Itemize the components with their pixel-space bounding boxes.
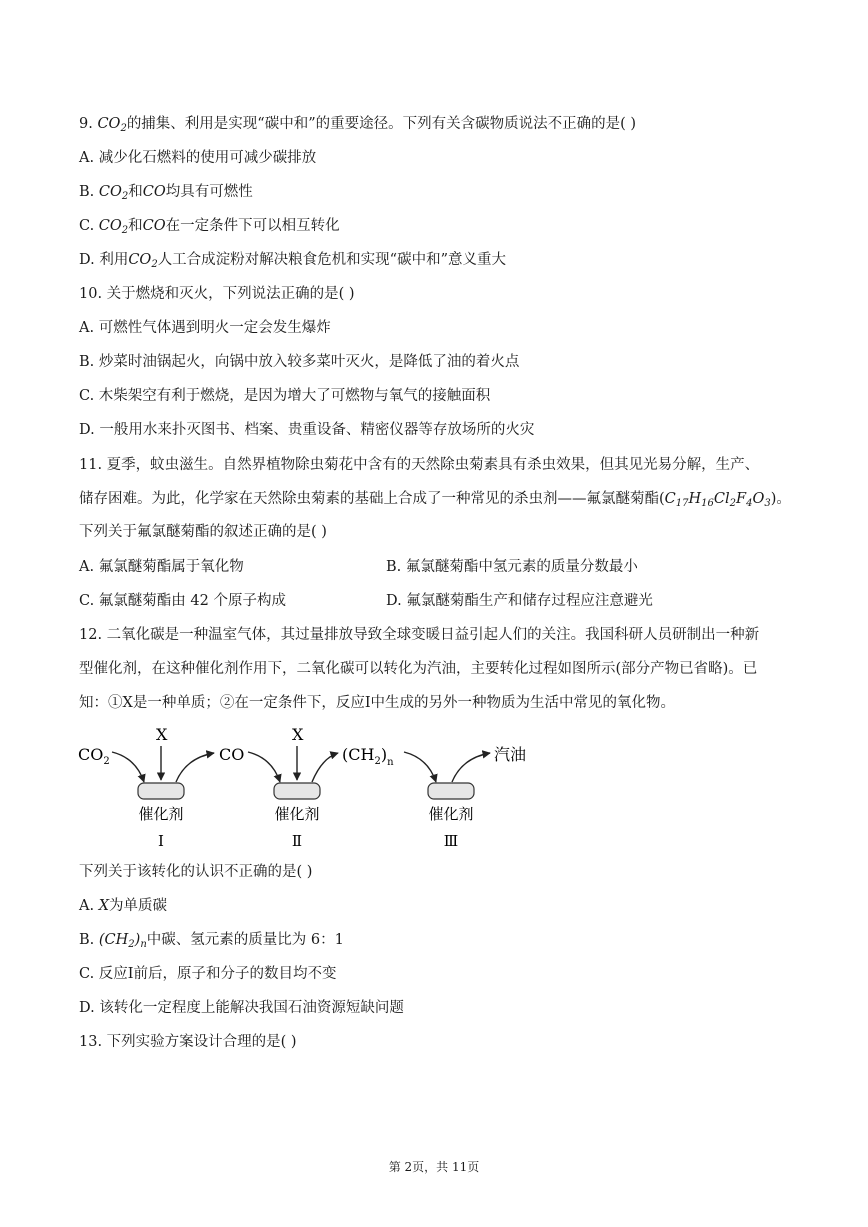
arrow-co2-to-catalyst1 (112, 752, 144, 782)
q9-option-b: B. $CO_2$和CO均具有可燃性 (79, 184, 253, 202)
q11-option-c: C. 氟氯醚菊酯由 42 个原子构成 (79, 593, 286, 609)
diagram-x2-label: X (292, 725, 304, 744)
arrow-catalyst1-to-co (176, 753, 214, 782)
catalyst-block-2 (274, 783, 320, 799)
arrow-ch2n-to-catalyst3 (404, 752, 436, 782)
catalyst-block-3 (428, 783, 474, 799)
q12-stem-line3: 知：①X是一种单质；②在一定条件下，反应Ⅰ中生成的另外一种物质为生活中常见的氧化物。 (79, 695, 676, 711)
q9-option-d: D. 利用$CO_2$人工合成淀粉对解决粮食危机和实现“碳中和”意义重大 (79, 252, 507, 270)
q13-stem: 13. 下列实验方案设计合理的是( ) (79, 1034, 297, 1050)
q10-option-b: B. 炒菜时油锅起火，向锅中放入较多菜叶灭火，是降低了油的着火点 (79, 354, 520, 370)
q10-stem: 10. 关于燃烧和灭火，下列说法正确的是( ) (79, 286, 355, 302)
q11-option-b: B. 氟氯醚菊酯中氢元素的质量分数最小 (386, 559, 638, 575)
catalyst-label-2: 催化剂 (274, 805, 320, 823)
q9-stem: 9. $CO_2$的捕集、利用是实现“碳中和”的重要途径。下列有关含碳物质说法不正确的是( ) (79, 116, 637, 134)
q11-option-a: A. 氟氯醚菊酯属于氧化物 (79, 559, 244, 575)
diagram-x1-label: X (156, 725, 168, 744)
catalyst-block-1 (138, 783, 184, 799)
page-footer: 第 2页，共 11页 (388, 1160, 480, 1174)
diagram-co-label: CO (219, 745, 245, 764)
arrow-catalyst2-to-ch2n (312, 753, 338, 782)
q10-option-d: D. 一般用水来扑灭图书、档案、贵重设备、精密仪器等存放场所的火灾 (79, 422, 535, 438)
stage-label-1: Ⅰ (158, 832, 164, 850)
q12-option-a: A. X为单质碳 (79, 898, 168, 914)
q12-stem-line2: 型催化剂，在这种催化剂作用下，二氧化碳可以转化为汽油，主要转化过程如图所示(部分产物已省略)。已 (79, 661, 758, 677)
arrow-catalyst3-to-gasoline (452, 753, 490, 782)
stage-label-3: Ⅲ (443, 832, 459, 850)
q9-option-a: A. 减少化石燃料的使用可减少碳排放 (79, 150, 317, 166)
diagram-gasoline-label: 汽油 (494, 745, 527, 764)
q10-option-c: C. 木柴架空有利于燃烧，是因为增大了可燃物与氧气的接触面积 (79, 388, 491, 404)
q11-option-d: D. 氟氯醚菊酯生产和储存过程应注意避光 (386, 593, 653, 609)
q11-stem-line3: 下列关于氟氯醚菊酯的叙述正确的是( ) (79, 524, 327, 540)
q12-stem-line1: 12. 二氧化碳是一种温室气体，其过量排放导致全球变暖日益引起人们的关注。我国科研人员研制出一种新 (79, 627, 760, 643)
q9-option-c: C. $CO_2$和CO在一定条件下可以相互转化 (79, 218, 340, 236)
catalyst-label-1: 催化剂 (138, 805, 184, 823)
diagram-ch2n-label: $(CH_2)_n$ (342, 745, 394, 768)
q12-option-b: B. $(CH_2)_n$中碳、氢元素的质量比为 6：1 (79, 932, 344, 950)
arrow-co-to-catalyst2 (248, 752, 280, 782)
q12-stem-line4: 下列关于该转化的认识不正确的是( ) (79, 864, 313, 880)
q11-stem-line1: 11. 夏季，蚊虫滋生。自然界植物除虫菊花中含有的天然除虫菊素具有杀虫效果，但其见光易分解，生产、 (79, 457, 760, 473)
diagram-co2-label: $CO_2$ (78, 745, 110, 767)
q10-option-a: A. 可燃性气体遇到明火一定会发生爆炸 (79, 320, 331, 336)
stage-label-2: Ⅱ (291, 832, 303, 850)
q11-stem-line2: 储存困难。为此，化学家在天然除虫菊素的基础上合成了一种常见的杀虫剂——氟氯醚菊酯$(C_{17}H_{16}Cl_2F_4O_3)$。 (79, 491, 791, 509)
q12-option-c: C. 反应Ⅰ前后，原子和分子的数目均不变 (79, 966, 337, 982)
q12-option-d: D. 该转化一定程度上能解决我国石油资源短缺问题 (79, 1000, 404, 1016)
catalyst-label-3: 催化剂 (428, 805, 474, 823)
conversion-diagram (76, 720, 546, 860)
